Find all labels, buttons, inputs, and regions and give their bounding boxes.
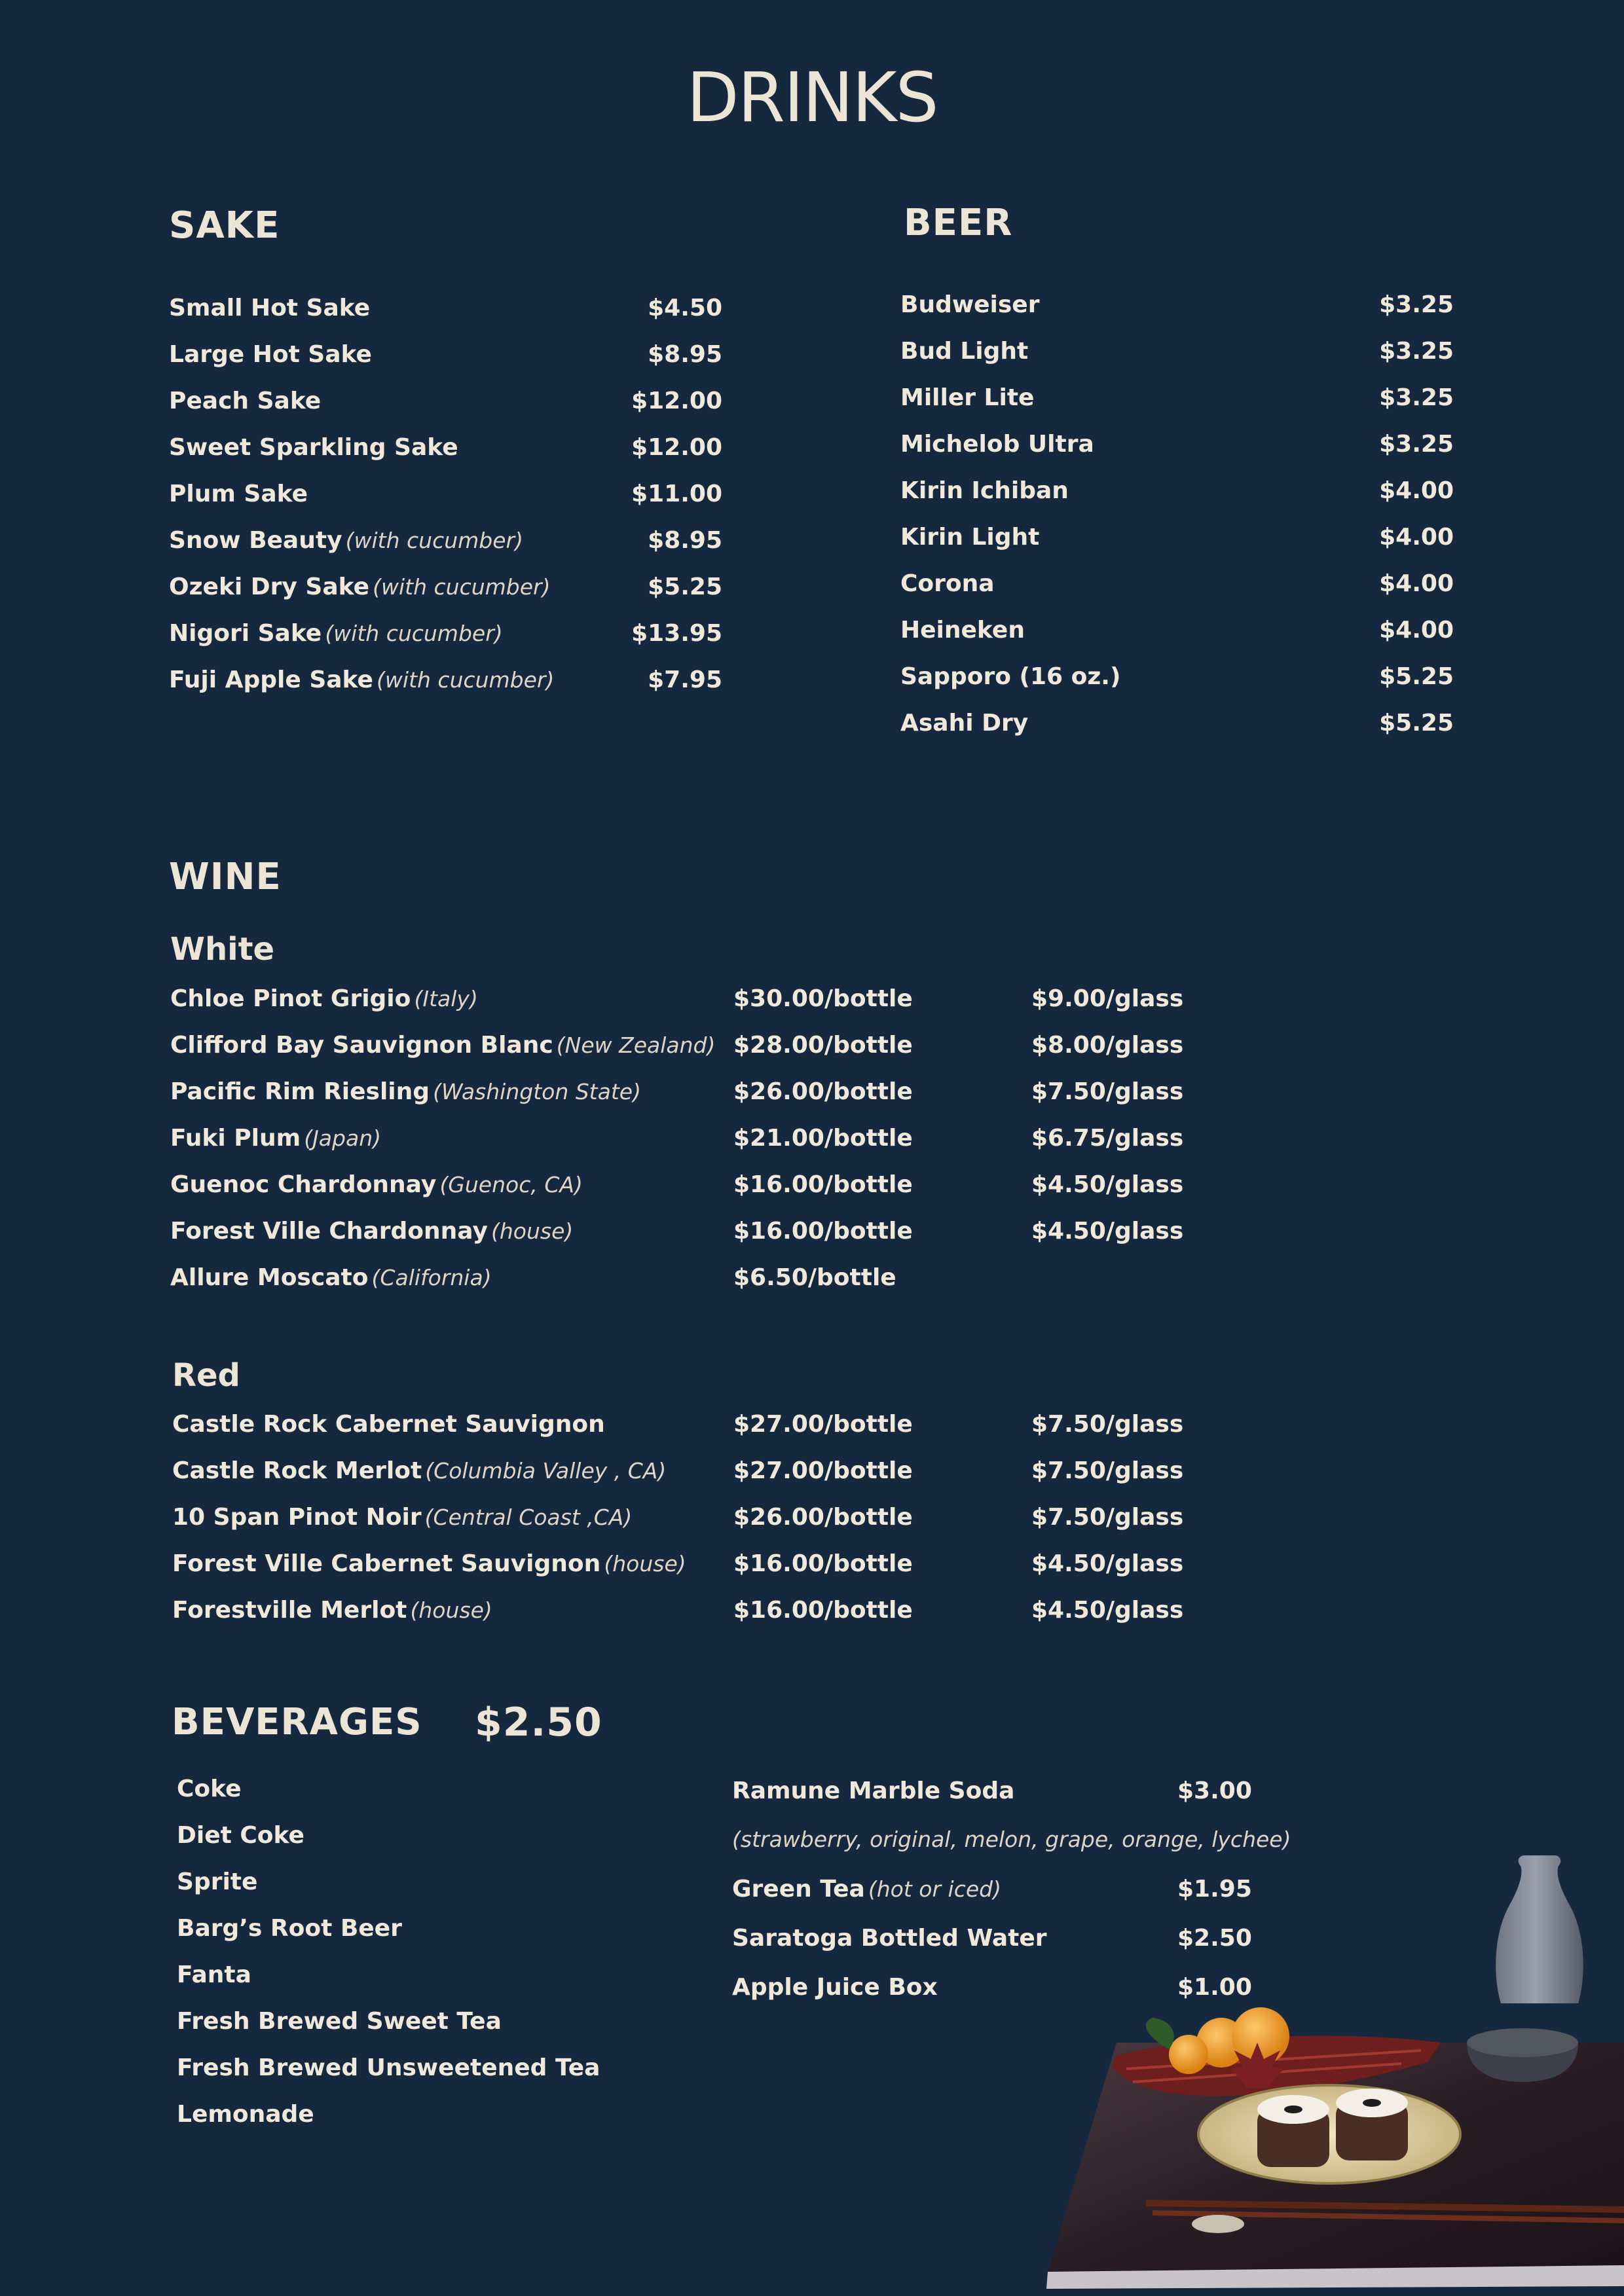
bottle-price: $26.00/bottle <box>733 1078 913 1105</box>
sake-bottle-and-sushi-tray-illustration <box>1035 1846 1624 2296</box>
beer-heading: BEER <box>904 202 1013 244</box>
list-item <box>177 1868 701 1915</box>
item-name: Snow Beauty <box>169 527 342 554</box>
glass-price: $4.50/glass <box>1031 1218 1184 1245</box>
item-price: $7.95 <box>648 666 722 693</box>
item-name: Guenoc Chardonnay <box>170 1171 437 1198</box>
item-price: $3.25 <box>1379 384 1454 411</box>
item-name: Miller Lite <box>900 384 1035 411</box>
item-name: Chloe Pinot Grigio <box>170 985 411 1012</box>
item-note: (California) <box>371 1265 492 1290</box>
list-item <box>177 2054 701 2101</box>
beer-list <box>900 291 1454 756</box>
glass-price: $7.50/glass <box>1031 1411 1184 1438</box>
glass-price: $4.50/glass <box>1031 1597 1184 1624</box>
glass-price: $8.00/glass <box>1031 1032 1184 1059</box>
bottle-price: $27.00/bottle <box>733 1457 913 1484</box>
bottle-price: $26.00/bottle <box>733 1504 913 1531</box>
list-item <box>900 570 1454 617</box>
list-item <box>177 1961 701 2008</box>
bottle-price: $6.50/bottle <box>733 1264 896 1291</box>
item-note: (house) <box>604 1551 686 1576</box>
red-wine-heading: Red <box>172 1357 240 1394</box>
item-price: $11.00 <box>631 481 722 507</box>
list-item <box>177 1915 701 1961</box>
sushi-roll <box>1257 2095 1329 2167</box>
list-item <box>169 620 722 666</box>
chopstick-rest <box>1192 2215 1244 2233</box>
sake-bottle-shape <box>1496 1855 1583 2003</box>
item-price: $1.95 <box>1177 1876 1252 1903</box>
item-note: (Guenoc, CA) <box>439 1172 583 1197</box>
item-name: Sweet Sparkling Sake <box>169 434 458 461</box>
bottle-price: $16.00/bottle <box>733 1218 913 1245</box>
list-item <box>170 1032 1218 1078</box>
item-name: Large Hot Sake <box>169 341 372 368</box>
item-name: Corona <box>900 570 995 597</box>
item-name: Diet Coke <box>177 1822 304 1849</box>
list-item <box>900 617 1454 663</box>
item-price: $5.25 <box>1379 663 1454 690</box>
item-name: Fuji Apple Sake <box>169 666 373 693</box>
list-item <box>169 666 722 713</box>
item-name: Forest Ville Chardonnay <box>170 1218 488 1245</box>
item-price: $5.25 <box>648 574 722 600</box>
wine-heading: WINE <box>169 856 282 898</box>
list-item <box>177 2008 701 2054</box>
item-name: Nigori Sake <box>169 620 322 647</box>
list-item <box>900 291 1454 338</box>
orange-fruit <box>1169 2035 1208 2074</box>
list-item <box>732 1777 1256 1827</box>
bottle-price: $27.00/bottle <box>733 1411 913 1438</box>
list-item <box>170 1125 1218 1171</box>
item-name: Small Hot Sake <box>169 295 371 321</box>
list-item <box>900 477 1454 524</box>
list-item <box>169 434 722 481</box>
sake-list <box>169 295 722 713</box>
list-item <box>169 574 722 620</box>
item-name: Kirin Ichiban <box>900 477 1069 504</box>
item-name: Heineken <box>900 617 1025 644</box>
item-name: Peach Sake <box>169 388 322 414</box>
item-price: $12.00 <box>631 434 722 461</box>
item-name: 10 Span Pinot Noir <box>172 1504 422 1531</box>
list-item <box>172 1457 1220 1504</box>
list-item <box>170 985 1218 1032</box>
item-price: $8.95 <box>648 341 722 368</box>
item-note: (with cucumber) <box>377 667 555 693</box>
list-item <box>900 431 1454 477</box>
item-name: Sapporo (16 oz.) <box>900 663 1121 690</box>
item-note: (Central Coast ,CA) <box>424 1504 633 1530</box>
list-item <box>172 1504 1220 1550</box>
glass-price: $4.50/glass <box>1031 1550 1184 1577</box>
list-item <box>170 1264 1218 1311</box>
item-price: $3.25 <box>1379 431 1454 458</box>
item-name: Fresh Brewed Unsweetened Tea <box>177 2054 600 2081</box>
list-item <box>169 388 722 434</box>
item-price: $13.95 <box>631 620 722 647</box>
item-price: $3.00 <box>1177 1777 1252 1804</box>
list-item <box>900 524 1454 570</box>
glass-price: $7.50/glass <box>1031 1078 1184 1105</box>
item-name: Asahi Dry <box>900 710 1029 737</box>
list-item <box>170 1171 1218 1218</box>
list-item <box>900 338 1454 384</box>
item-note: (with cucumber) <box>325 621 503 646</box>
item-price: $8.95 <box>648 527 722 554</box>
item-name: Apple Juice Box <box>732 1974 938 2001</box>
item-note: (with cucumber) <box>373 574 551 600</box>
item-price: $5.25 <box>1379 710 1454 737</box>
list-item <box>900 710 1454 756</box>
item-name: Bud Light <box>900 338 1029 365</box>
item-name: Fuki Plum <box>170 1125 301 1152</box>
item-name: Allure Moscato <box>170 1264 369 1291</box>
bottle-price: $16.00/bottle <box>733 1550 913 1577</box>
item-name: Clifford Bay Sauvignon Blanc <box>170 1032 553 1059</box>
list-item <box>177 2101 701 2147</box>
list-item <box>172 1411 1220 1457</box>
sushi-roll <box>1336 2088 1408 2160</box>
list-item <box>900 663 1454 710</box>
glass-price: $7.50/glass <box>1031 1504 1184 1531</box>
item-name: Plum Sake <box>169 481 308 507</box>
beverages-price: $2.50 <box>475 1700 602 1745</box>
list-item <box>172 1597 1220 1643</box>
glass-price: $7.50/glass <box>1031 1457 1184 1484</box>
item-name: Pacific Rim Riesling <box>170 1078 430 1105</box>
white-wine-list <box>170 985 1218 1311</box>
list-item <box>169 295 722 341</box>
item-note: (Washington State) <box>433 1079 641 1104</box>
item-note: (with cucumber) <box>345 528 523 553</box>
item-price: $1.00 <box>1177 1974 1252 2001</box>
item-name: Green Tea <box>732 1876 865 1903</box>
item-name: Forestville Merlot <box>172 1597 407 1624</box>
item-price: $3.25 <box>1379 291 1454 318</box>
item-name: Budweiser <box>900 291 1040 318</box>
item-note: (Italy) <box>414 986 478 1011</box>
item-name: Sprite <box>177 1868 258 1895</box>
sake-heading: SAKE <box>169 204 280 247</box>
list-item <box>169 481 722 527</box>
item-note: (hot or iced) <box>868 1876 1001 1902</box>
item-name: Castle Rock Merlot <box>172 1457 422 1484</box>
item-note: (house) <box>410 1597 492 1623</box>
list-item <box>177 1822 701 1868</box>
bottle-price: $30.00/bottle <box>733 985 913 1012</box>
item-note: (house) <box>491 1218 574 1244</box>
glass-price: $4.50/glass <box>1031 1171 1184 1198</box>
white-wine-heading: White <box>170 931 275 968</box>
beverages-heading: BEVERAGES <box>172 1701 422 1743</box>
item-name: Saratoga Bottled Water <box>732 1925 1047 1952</box>
page-title: DRINKS <box>686 58 938 137</box>
list-item <box>169 341 722 388</box>
item-note: (New Zealand) <box>556 1032 716 1058</box>
bottle-price: $21.00/bottle <box>733 1125 913 1152</box>
list-item <box>170 1078 1218 1125</box>
list-item <box>172 1550 1220 1597</box>
bottle-price: $16.00/bottle <box>733 1171 913 1198</box>
list-item <box>170 1218 1218 1264</box>
item-note: (Japan) <box>304 1125 381 1151</box>
item-price: $4.00 <box>1379 477 1454 504</box>
item-note: (strawberry, original, melon, grape, orange, lychee) <box>732 1827 1291 1852</box>
glass-price: $9.00/glass <box>1031 985 1184 1012</box>
sake-cup-rim <box>1467 2028 1578 2057</box>
item-price: $2.50 <box>1177 1925 1252 1952</box>
list-item <box>900 384 1454 431</box>
item-price: $3.25 <box>1379 338 1454 365</box>
glass-price: $6.75/glass <box>1031 1125 1184 1152</box>
item-name: Fanta <box>177 1961 251 1988</box>
item-name: Ramune Marble Soda <box>732 1777 1015 1804</box>
red-wine-list <box>172 1411 1220 1643</box>
item-name: Barg’s Root Beer <box>177 1915 402 1942</box>
list-item <box>169 527 722 574</box>
item-note: (Columbia Valley , CA) <box>425 1458 667 1484</box>
item-name: Castle Rock Cabernet Sauvignon <box>172 1411 605 1438</box>
item-price: $4.00 <box>1379 524 1454 551</box>
item-name: Lemonade <box>177 2101 314 2128</box>
item-price: $4.00 <box>1379 570 1454 597</box>
bottle-price: $28.00/bottle <box>733 1032 913 1059</box>
item-price: $4.50 <box>648 295 722 321</box>
item-name: Fresh Brewed Sweet Tea <box>177 2008 502 2035</box>
beverages-left-list <box>177 1776 701 2147</box>
item-name: Forest Ville Cabernet Sauvignon <box>172 1550 601 1577</box>
bottle-price: $16.00/bottle <box>733 1597 913 1624</box>
item-name: Ozeki Dry Sake <box>169 574 370 600</box>
item-name: Kirin Light <box>900 524 1040 551</box>
item-name: Michelob Ultra <box>900 431 1094 458</box>
item-price: $4.00 <box>1379 617 1454 644</box>
list-item <box>177 1776 701 1822</box>
item-name: Coke <box>177 1776 242 1802</box>
item-price: $12.00 <box>631 388 722 414</box>
